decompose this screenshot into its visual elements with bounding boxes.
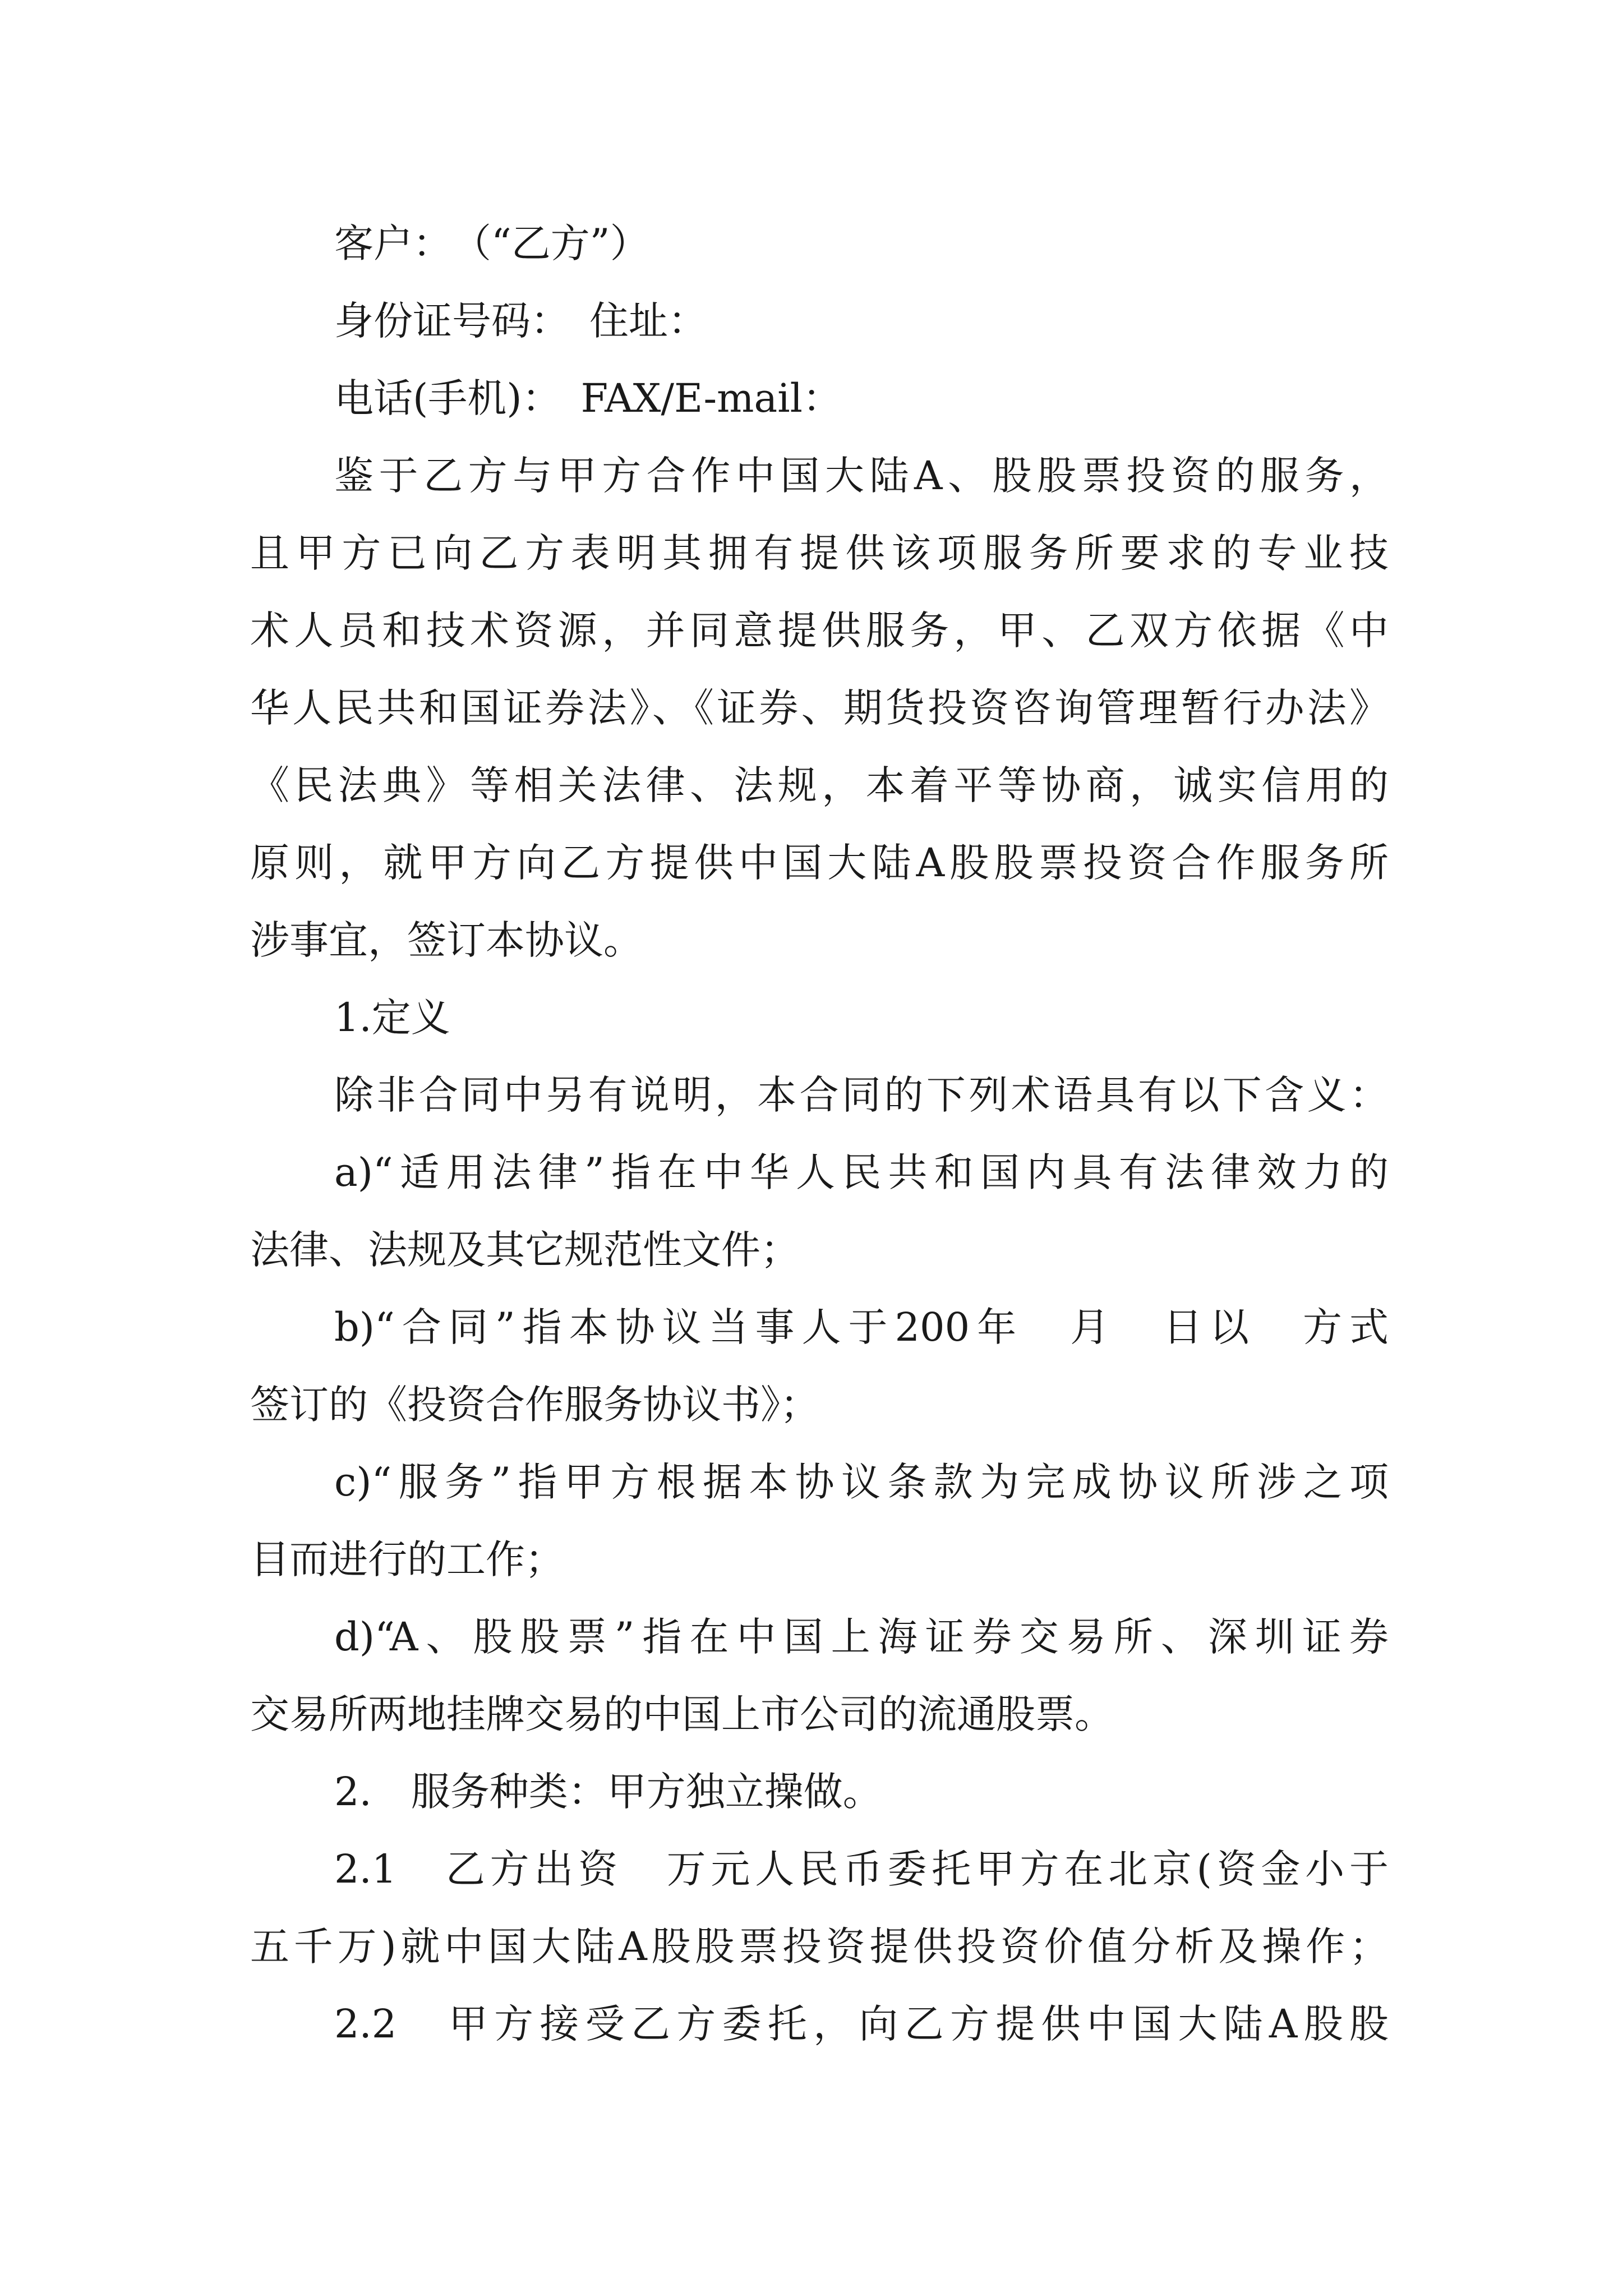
client-line: 客户： （“乙方”） (334, 220, 649, 266)
section-heading-definitions: 1.定义 (334, 995, 450, 1041)
preamble-line: 且甲方已向乙方表明其拥有提供该项服务所要求的专业技 (250, 530, 1389, 576)
definition-item: 签订的《投资合作服务协议书》； (250, 1382, 819, 1428)
preamble-line: 涉事宜，签订本协议。 (250, 917, 643, 963)
definitions-intro: 除非合同中另有说明，本合同的下列术语具有以下含义： (334, 1072, 1389, 1118)
definition-item: 法律、法规及其它规范性文件； (250, 1227, 800, 1273)
definition-item: d)“A、股股票”指在中国上海证券交易所、深圳证券 (334, 1614, 1389, 1660)
preamble-line: 术人员和技术资源，并同意提供服务，甲、乙双方依据《中 (250, 608, 1389, 654)
clause-2-1: 2.1 乙方出资 万元人民币委托甲方在北京(资金小于 (334, 1846, 1389, 1892)
section-heading-services: 2. 服务种类：甲方独立操做。 (334, 1769, 882, 1815)
preamble-line: 鉴于乙方与甲方合作中国大陆A、股股票投资的服务， (334, 453, 1389, 499)
definition-item: c)“服务”指甲方根据本协议条款为完成协议所涉之项 (334, 1459, 1389, 1505)
preamble-line: 《民法典》等相关法律、法规，本着平等协商，诚实信用的 (250, 762, 1389, 808)
clause-2-2: 2.2 甲方接受乙方委托，向乙方提供中国大陆A股股 (334, 2001, 1389, 2047)
preamble-line: 原则，就甲方向乙方提供中国大陆A股股票投资合作服务所 (250, 840, 1389, 886)
definition-item: b)“合同”指本协议当事人于200年 月 日以 方式 (334, 1304, 1389, 1350)
phone-fax-line: 电话(手机)： FAX/E-mail： (334, 375, 842, 421)
preamble-line: 华人民共和国证券法》、《证券、期货投资咨询管理暂行办法》 (250, 685, 1389, 731)
definition-item: 目而进行的工作； (250, 1536, 564, 1582)
id-address-line: 身份证号码： 住址： (334, 298, 707, 344)
clause-2-1: 五千万)就中国大陆A股股票投资提供投资价值分析及操作； (250, 1924, 1389, 1970)
definition-item: a)“适用法律”指在中华人民共和国内具有法律效力的 (334, 1149, 1389, 1195)
definition-item: 交易所两地挂牌交易的中国上市公司的流通股票。 (250, 1691, 1114, 1737)
